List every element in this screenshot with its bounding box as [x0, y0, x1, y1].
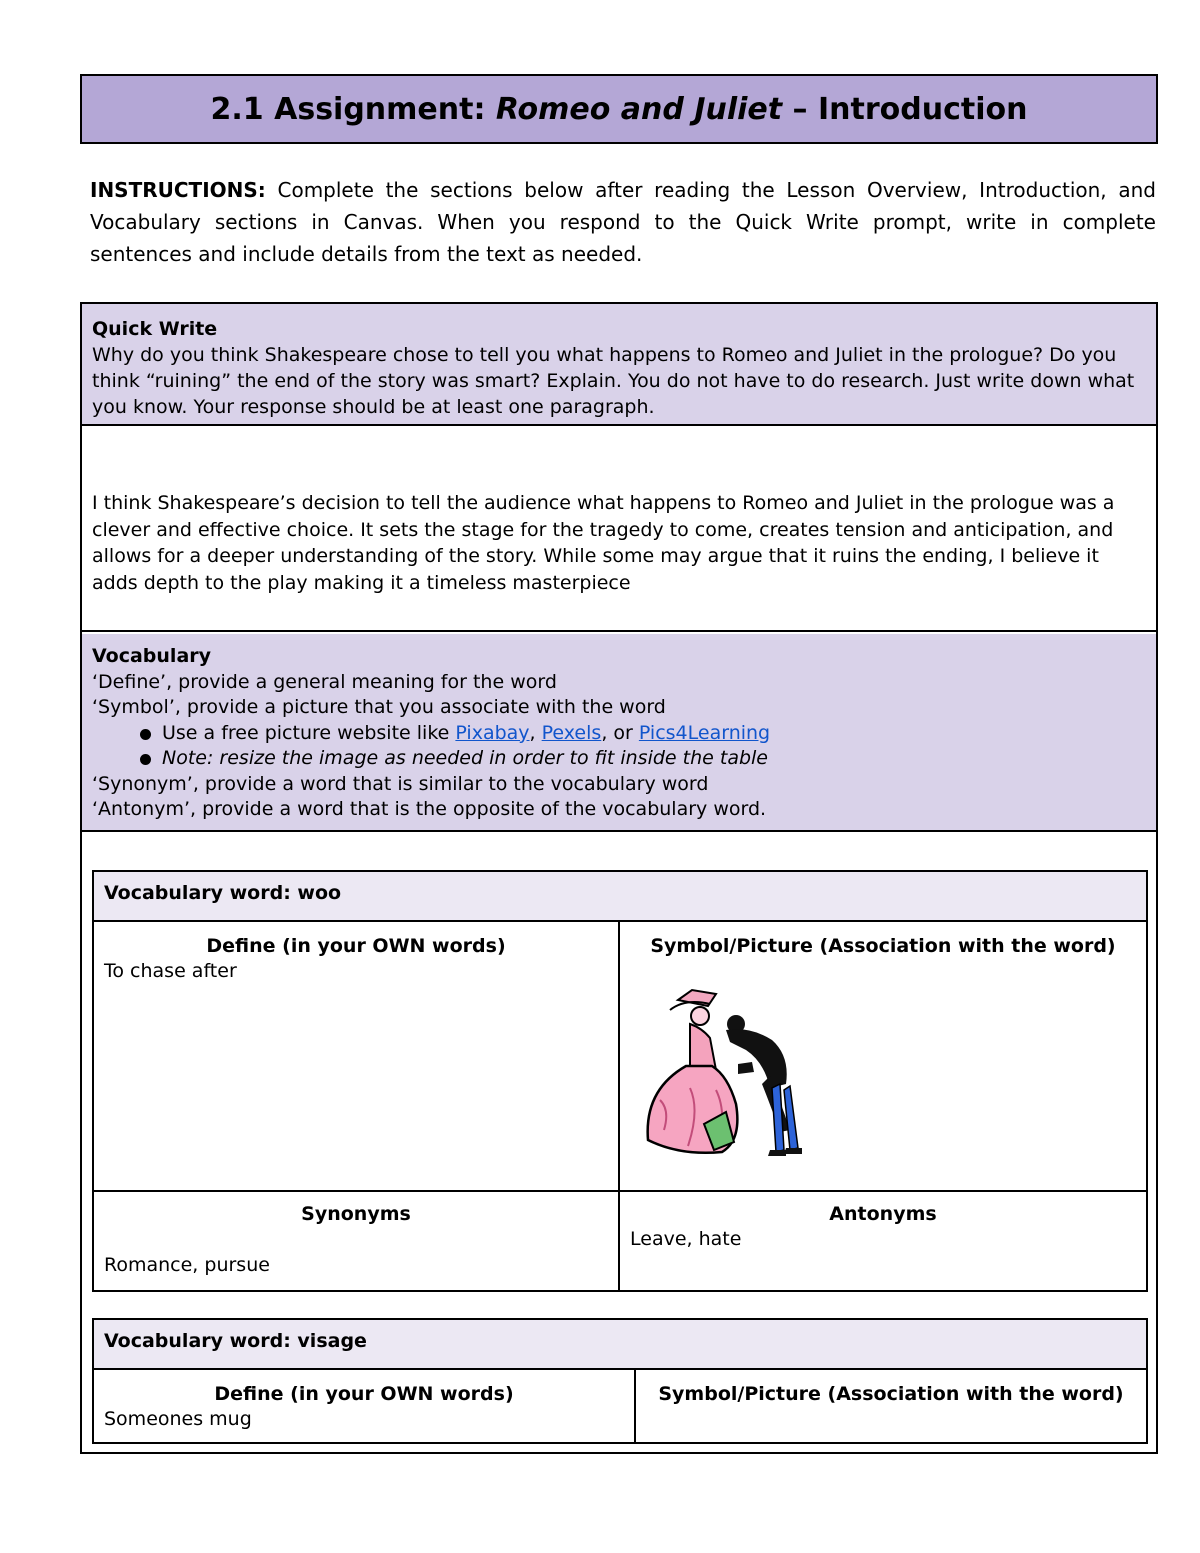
assignment-title [80, 74, 1158, 144]
resize-note: Note: resize the image as needed in order to fit inside the table [162, 747, 768, 769]
synonyms-text: Romance, pursue [104, 1254, 270, 1276]
vocab-table-visage [92, 1318, 1148, 1444]
pixabay-link[interactable]: Pixabay [455, 721, 530, 744]
quick-write-prompt-cell [82, 304, 1156, 426]
title-italic: Romeo and Juliet [495, 91, 783, 127]
antonyms-cell[interactable] [620, 1192, 1146, 1290]
quick-write-prompt: Why do you think Shakespeare chose to tell you what happens to Romeo and Juliet in the prologue? Do you think “ruining” the end of the story was smart? Explain. You do not have to do research. Just write down what you know. Your response should be at least one paragraph. [92, 344, 1135, 418]
vocabulary-heading: Vocabulary [92, 645, 212, 667]
pexels-link[interactable]: Pexels [541, 721, 602, 744]
instructions [90, 174, 1156, 270]
list-item [162, 721, 1146, 747]
symbol-cell[interactable] [636, 1372, 1146, 1442]
title-prefix: 2.1 Assignment: [210, 91, 496, 127]
instructions-label: INSTRUCTIONS: [90, 178, 266, 202]
vocab-table-woo [92, 870, 1148, 1292]
define-header: Define (in your OWN words) [214, 1383, 514, 1405]
define-text: Someones mug [104, 1408, 252, 1430]
symbol-header: Symbol/Picture (Association with the word) [658, 1383, 1124, 1405]
title-suffix: – Introduction [782, 91, 1028, 127]
assignment-table [80, 302, 1158, 1454]
courting-couple-picture [630, 980, 830, 1180]
vocab-word-label: Vocabulary word: visage [94, 1320, 1146, 1370]
bullet1-text: Use a free picture website like [162, 721, 456, 744]
instructions-text: Complete the sections below after reading the Lesson Overview, Introduction, and Vocabulary sections in Canvas. When you respond to the Quick Write prompt, write in complete sentences and include details from the text as needed. [90, 178, 1156, 266]
define-header: Define (in your OWN words) [206, 935, 506, 957]
symbol-cell[interactable] [620, 924, 1146, 1190]
define-cell[interactable] [94, 924, 618, 1190]
antonyms-header: Antonyms [829, 1203, 937, 1225]
quick-write-heading: Quick Write [92, 318, 218, 340]
vocabulary-instructions-cell [82, 634, 1156, 832]
symbol-line: ‘Symbol’, provide a picture that you associate with the word [92, 696, 666, 718]
synonym-line: ‘Synonym’, provide a word that is similar to the vocabulary word [92, 772, 709, 795]
link-separator-2: , or [601, 721, 639, 744]
list-item [162, 746, 1146, 772]
synonyms-cell[interactable] [94, 1192, 618, 1290]
picture-tips-list [92, 721, 1146, 772]
pics4learning-link[interactable]: Pics4Learning [638, 721, 771, 744]
symbol-header: Symbol/Picture (Association with the word) [650, 935, 1116, 957]
define-cell[interactable] [94, 1372, 634, 1442]
vocab-word-label: Vocabulary word: woo [94, 872, 1146, 922]
link-separator-1: , [529, 721, 542, 744]
quick-write-response-cell[interactable] [82, 428, 1156, 632]
antonym-line: ‘Antonym’, provide a word that is the opposite of the vocabulary word. [92, 798, 767, 820]
define-text: To chase after [104, 960, 237, 982]
define-line: ‘Define’, provide a general meaning for the word [92, 670, 557, 693]
antonyms-text: Leave, hate [630, 1228, 742, 1250]
synonyms-header: Synonyms [301, 1203, 411, 1225]
quick-write-response: I think Shakespeare’s decision to tell the audience what happens to Romeo and Juliet in the prologue was a clever and effective choice. It sets the stage for the tragedy to come, creates tension and anticipation, and allows for a deeper understanding of the story. While some may argue that it ruins the ending, I believe it adds depth to the play making it a timeless masterpiece [92, 492, 1115, 594]
